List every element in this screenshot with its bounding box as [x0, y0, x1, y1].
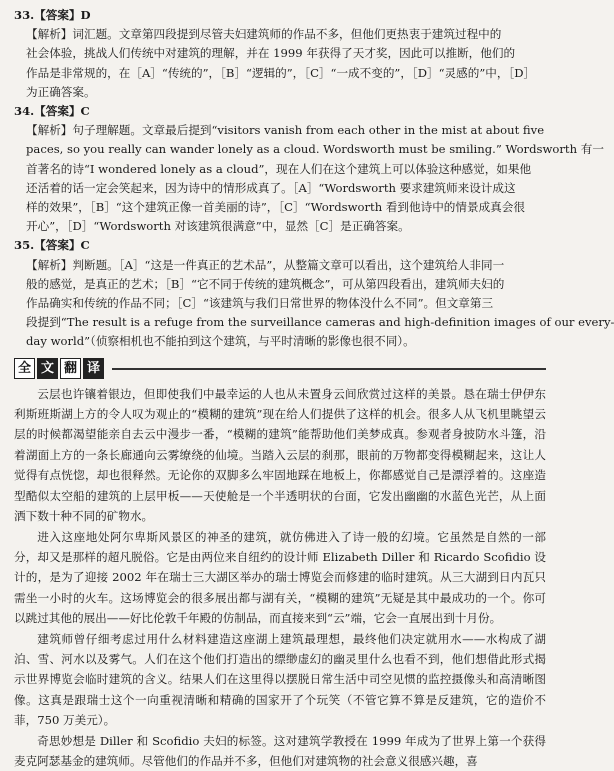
heading-char: 译 [83, 358, 104, 379]
answer-34-line: 开心”，［D］“Wordsworth 对该建筑很满意”中，显然［C］是正确答案。 [26, 219, 410, 234]
answer-34-line: 【解析】句子理解题。文章最后提到“visitors vanish from each other in the mist at about five [26, 123, 545, 138]
answer-35 [14, 236, 614, 351]
answer-35-line: 段提到“The result is a refuge from the surveillance cameras and high-definition images of our every- [26, 315, 614, 330]
answer-35-line: 作品确实和传统的作品不同；［C］“该建筑与我们日常世界的物体没什么不同”。但文章第三 [26, 296, 494, 311]
answer-35-line: 般的感觉，是真正的艺术；［B］“它不同于传统的建筑概念”，可从第四段看出，建筑师夫妇的 [26, 276, 505, 291]
answer-34-line: paces, so you really can wander lonely as a cloud. Wordsworth must be smiling.” Wordsworth 有一 [26, 142, 604, 157]
answer-33-line: 为正确答案。 [26, 84, 96, 99]
heading-char: 文 [37, 358, 58, 379]
translation-paragraph: 建筑师曾仔细考虑过用什么材料建造这座湖上建筑最理想，最终他们决定就用水——水构成了湖泊、雪、河水以及雾气。人们在这个他们打造出的缥缈虚幻的幽灵里什么也看不到，他们想借此形式揭示世界博览会临时建筑的含义。结果人们在这里得以摆脱日常生活中司空见惯的监控摄像头和高清晰图像。这真是跟瑞士这个一向重视清晰和精确的国家开了个玩笑（不管它算不算是反建筑，它的造价不菲，750 万美元）。 [14, 631, 546, 728]
answer-34-line: 首著名的诗“I wondered lonely as a cloud”，现在人们在这个建筑上可以体验这种感觉，如果他 [26, 161, 532, 176]
answer-33-line: 社会体验，挑战人们传统中对建筑的理解，并在 1999 年获得了天才奖，因此可以推断，他们的 [26, 46, 516, 61]
answer-33-line: 作品是非常规的，在［A］“传统的”，［B］“逻辑的”，［C］“一成不变的”，［D］“灵感的”中，［D］ [26, 65, 536, 80]
answer-34 [14, 102, 604, 236]
translation-body [14, 384, 546, 771]
translation-paragraph: 奇思妙想是 Diller 和 Scofidio 夫妇的标签。这对建筑学教授在 1999 年成为了世界上第一个获得麦克阿瑟基金的建筑师。尽管他们的作品并不多，但他们对建筑物的社会意义很感兴趣，喜 [14, 733, 546, 768]
heading-rule [112, 368, 546, 370]
answer-33 [14, 6, 546, 102]
translation-paragraph: 进入这座地处阿尔卑斯风景区的神圣的建筑，就仿佛进入了诗一般的幻境。它虽然是自然的一部分，却又是那样的超凡脱俗。它是由两位来自纽约的设计师 Elizabeth Diller 和 Ricardo Scofidio 设计的，是为了迎接 2002 年在瑞士三大湖区举办的瑞士博览会而修建的临时建筑。从三大湖到日内瓦只需坐一小时的火车。这场博览会的很多展出都与湖有关，“模糊的建筑”无疑是其中最成功的一个。你可以跳过其他的展出——好比伦敦千年殿的仿制品，而直接来到“云”端，它会一直展出到十月份。 [14, 529, 546, 626]
answer-35-line: 【解析】判断题。［A］“这是一件真正的艺术品”，从整篇文章可以看出，这个建筑给人非同一 [26, 257, 505, 272]
answer-33-line: 【解析】词汇题。文章第四段提到尽管夫妇建筑师的作品不多，但他们更热衷于建筑过程中的 [26, 27, 502, 42]
answer-35-line: day world”（侦察相机也不能拍到这个建筑，与平时清晰的影像也很不同）。 [26, 334, 415, 349]
heading-char: 翻 [60, 358, 81, 379]
answer-35-header: 35.【答案】C [14, 238, 90, 253]
answer-34-line: 还活着的话一定会笑起来，因为诗中的情形成真了。［A］“Wordsworth 要求建筑师来设计成这 [26, 180, 516, 195]
answer-34-line: 样的效果”，［B］“这个建筑正像一首美丽的诗”，［C］“Wordsworth 看到他诗中的情景成真会很 [26, 200, 525, 215]
heading-char: 全 [14, 358, 35, 379]
translation-heading [14, 358, 546, 380]
answer-33-header: 33.【答案】D [14, 8, 91, 22]
translation-paragraph: 云层也许镶着银边，但即使我们中最幸运的人也从未置身云间欣赏过这样的美景。恳在瑞士伊伊东利斯班斯湖上方的令人叹为观止的“模糊的建筑”现在给人们提供了这样的机会。很多人从飞机里眺望云层的时候都渴望能亲自去云中漫步一番，“模糊的建筑”能帮助他们美梦成真。参观者身披防水斗篷，沿着湖面上方的一条长廊通向云雾缭绕的仙境。当踏入云层的刹那，眼前的万物都变得模糊起来，这让人觉得有点恍惚，却也很释然。无论你的双脚多么牢固地踩在地板上，你都感觉自己是漂浮着的。这座造型酷似太空船的建筑的上层甲板——天使舱是一个半透明状的台面，它发出幽幽的水蓝色光芒，从上面洒下数十种不同的矿物水。 [14, 386, 546, 524]
answer-34-header: 34.【答案】C [14, 104, 90, 119]
